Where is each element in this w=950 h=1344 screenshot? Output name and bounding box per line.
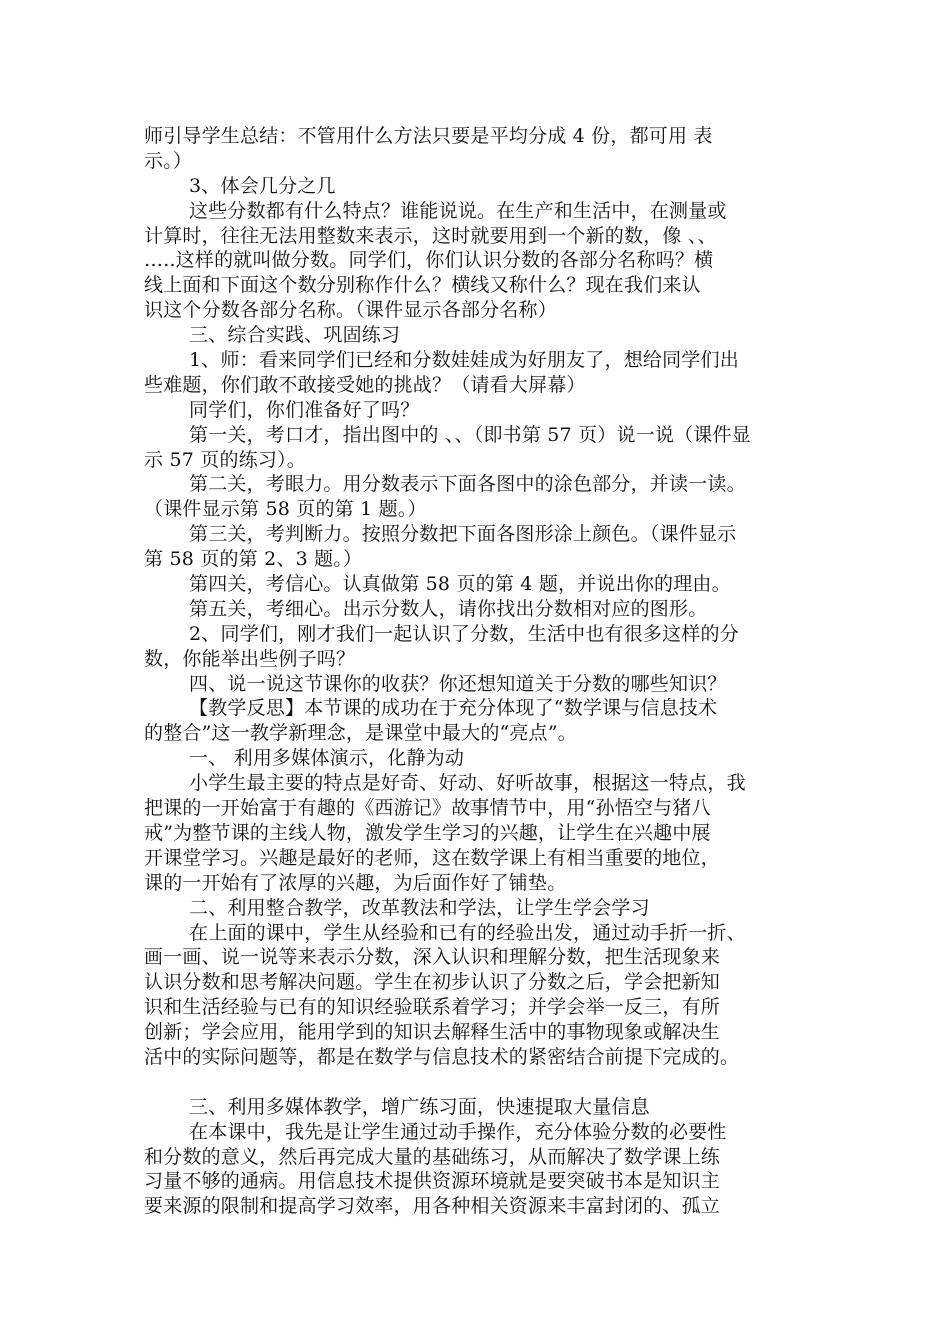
text-line: …..这样的就叫做分数。同学们，你们认识分数的各部分名称吗？横 [144, 249, 714, 272]
text-line: 第五关，考细心。出示分数人，请你找出分数相对应的图形。 [189, 597, 708, 620]
text-line: 第二关，考眼力。用分数表示下面各图中的涂色部分，并读一读。 [189, 473, 746, 496]
text-line: 课的一开始有了浓厚的兴趣，为后面作好了铺垫。 [144, 871, 567, 894]
text-line: 些难题，你们敢不敢接受她的挑战？（请看大屏幕） [144, 373, 586, 396]
text-line: 师引导学生总结：不管用什么方法只要是平均分成 4 份，都可用 表 [144, 125, 713, 147]
text-line: 数，你能举出些例子吗？ [144, 647, 356, 670]
document-page [144, 124, 820, 1219]
text-line: 第一关，考口才，指出图中的 、、（即书第 57 页）说一说（课件显 [189, 423, 751, 446]
text-line: 线上面和下面这个数分别称作什么？横线又称什么？现在我们来认 [144, 274, 701, 297]
text-line: 三、利用多媒体教学，增广练习面，快速提取大量信息 [189, 1095, 650, 1118]
text-line: （课件显示第 58 页的第 1 题。） [144, 498, 427, 521]
text-line: 活中的实际问题等，都是在数学与信息技术的紧密结合前提下完成的。 [144, 1045, 740, 1068]
text-line: 在本课中，我先是让学生通过动手操作，充分体验分数的必要性 [189, 1120, 727, 1143]
text-line: 第 58 页的第 2、3 题。） [144, 548, 363, 571]
text-line: 习量不够的通病。用信息技术提供资源环境就是要突破书本是知识主 [144, 1170, 721, 1193]
text-line: 1、师：看来同学们已经和分数娃娃成为好朋友了，想给同学们出 [189, 349, 739, 372]
blank-line [144, 1070, 820, 1095]
text-line: 第四关，考信心。认真做第 58 页的第 4 题，并说出你的理由。 [189, 573, 731, 596]
text-line: 四、说一说这节课你的收获？你还想知道关于分数的哪些知识？ [189, 672, 727, 695]
text-line: 【教学反思】本节课的成功在于充分体现了“数学课与信息技术 [189, 697, 718, 720]
text-line: 识这个分数各部分名称。（课件显示各部分名称） [144, 299, 557, 322]
text-line: 小学生最主要的特点是好奇、好动、好听故事，根据这一特点，我 [189, 772, 746, 795]
text-line: 二、利用整合教学，改革教法和学法，让学生学会学习 [189, 896, 650, 919]
text-line: 这些分数都有什么特点？谁能说说。在生产和生活中，在测量或 [189, 199, 727, 222]
text-line: 创新；学会应用，能用学到的知识去解释生活中的事物现象或解决生 [144, 1021, 721, 1044]
text-line: 三、综合实践、巩固练习 [189, 324, 401, 347]
text-line: 2、同学们，刚才我们一起认识了分数，生活中也有很多这样的分 [189, 622, 739, 645]
text-line: 和分数的意义，然后再完成大量的基础练习，从而解决了数学课上练 [144, 1145, 721, 1168]
text-line: 画一画、说一说等来表示分数，深入认识和理解分数，把生活现象来 [144, 946, 721, 969]
text-line: 把课的一开始富于有趣的《西游记》故事情节中，用“孙悟空与猪八 [144, 797, 711, 820]
text-line: 在上面的课中，学生从经验和已有的经验出发，通过动手折一折、 [189, 921, 746, 944]
text-line: 要来源的限制和提高学习效率，用各种相关资源来丰富封闭的、孤立 [144, 1195, 721, 1218]
text-line: 戒”为整节课的主线人物，激发学生学习的兴趣，让学生在兴趣中展 [144, 821, 711, 844]
text-line: 示 57 页的练习）。 [144, 448, 306, 471]
text-line: 识和生活经验与已有的知识经验联系着学习；并学会举一反三，有所 [144, 996, 721, 1019]
text-line: 开课堂学习。兴趣是最好的老师，这在数学课上有相当重要的地位， [144, 846, 721, 869]
text-line: 认识分数和思考解决问题。学生在初步认识了分数之后，学会把新知 [144, 971, 721, 994]
text-line: 同学们，你们准备好了吗？ [189, 398, 420, 421]
text-line: 计算时，往往无法用整数来表示，这时就要用到一个新的数，像 、、 [144, 224, 717, 247]
text-line: 示。） [144, 149, 193, 172]
text-line: 第三关，考判断力。按照分数把下面各图形涂上颜色。（课件显示 [189, 523, 737, 546]
text-line: 的整合”这一教学新理念，是课堂中最大的“亮点”。 [144, 722, 577, 745]
text-line: 3、体会几分之几 [189, 174, 336, 197]
text-line: 一、 利用多媒体演示，化静为动 [189, 747, 465, 770]
